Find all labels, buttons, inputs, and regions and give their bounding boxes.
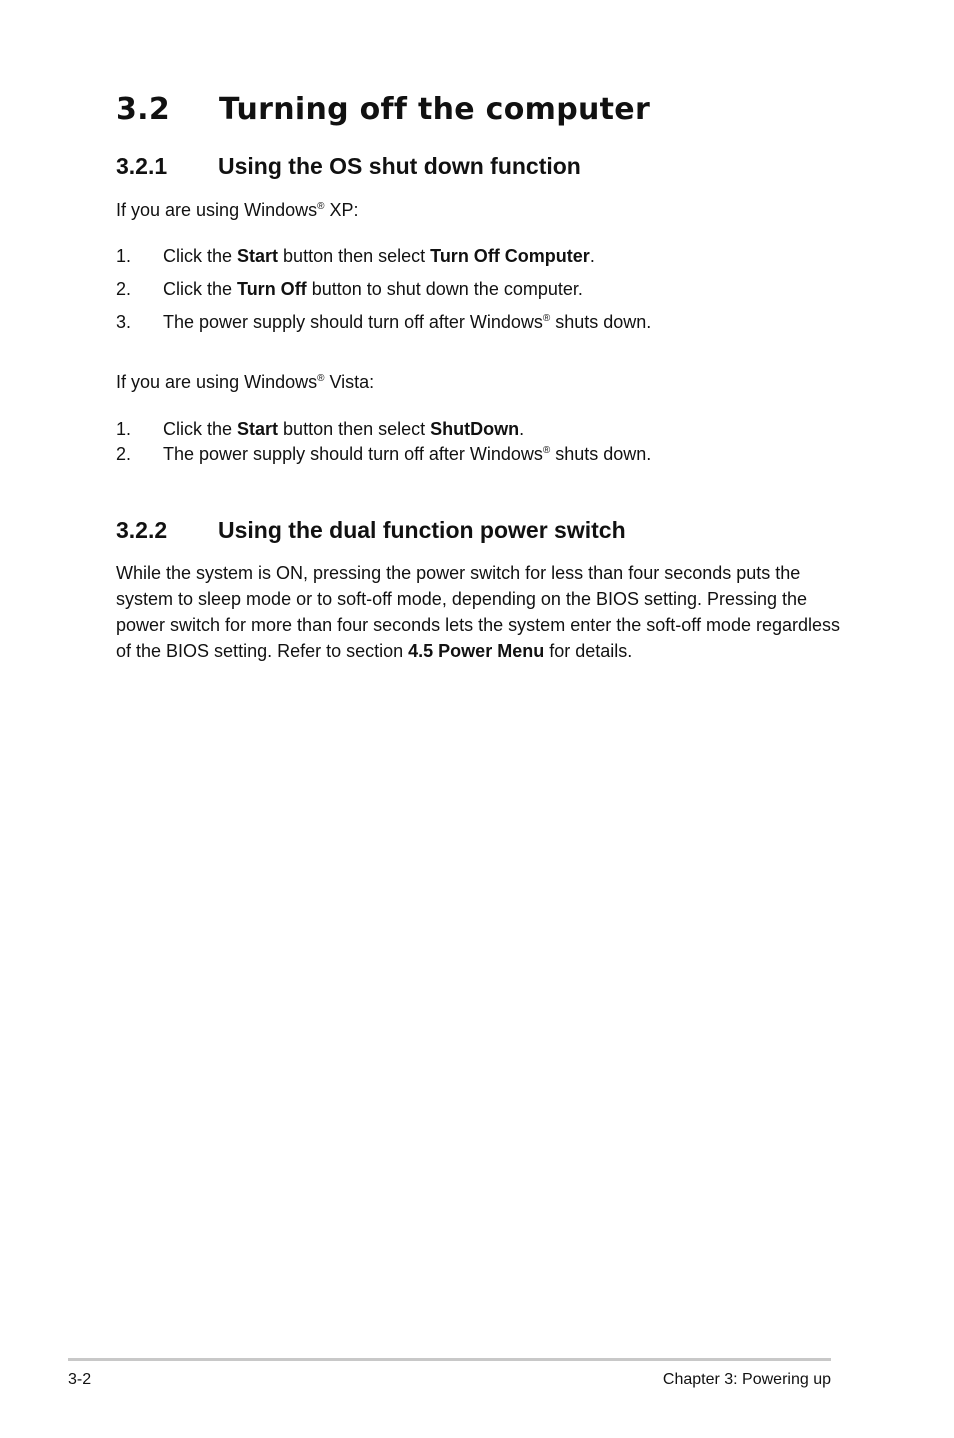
registered-mark: ® xyxy=(542,445,551,456)
section-number: 3.2 xyxy=(116,92,171,127)
vista-intro-os: Vista: xyxy=(324,372,375,392)
subsection-title: Using the OS shut down function xyxy=(218,153,581,179)
step-bold: Turn Off Computer xyxy=(430,246,590,266)
vista-intro-text: If you are using Windows xyxy=(116,372,318,392)
subsection-title: Using the dual function power switch xyxy=(218,517,626,543)
registered-mark: ® xyxy=(317,201,325,212)
section-title: Turning off the computer xyxy=(219,92,651,127)
step-text: Click the xyxy=(163,279,238,299)
step-bold: ShutDown xyxy=(430,419,520,439)
xp-intro-text: If you are using Windows xyxy=(116,200,318,220)
power-switch-paragraph xyxy=(116,560,841,664)
subsection-heading-3-2-2 xyxy=(116,516,626,544)
step-text: The power supply should turn off after Windows xyxy=(163,444,543,464)
subsection-number: 3.2.2 xyxy=(116,517,168,543)
section-reference: 4.5 Power Menu xyxy=(408,641,545,661)
xp-step-3 xyxy=(116,310,651,334)
step-text: button to shut down the computer. xyxy=(306,279,583,299)
page-number: 3-2 xyxy=(68,1371,92,1388)
xp-intro-os: XP: xyxy=(324,200,359,220)
step-text: The power supply should turn off after Windows xyxy=(163,312,543,332)
vista-step-1 xyxy=(116,417,524,441)
step-number: 2. xyxy=(116,444,132,464)
xp-step-1 xyxy=(116,244,595,268)
paragraph-text: for details. xyxy=(544,641,633,661)
step-bold: Start xyxy=(237,246,279,266)
step-number: 1. xyxy=(116,246,132,266)
step-number: 3. xyxy=(116,312,132,332)
step-text: shuts down. xyxy=(550,444,652,464)
subsection-number: 3.2.1 xyxy=(116,153,168,179)
vista-intro xyxy=(116,370,374,394)
paragraph-text: While the system is ON, pressing the power switch for less than four seconds puts the system to sleep mode or to soft-off mode, depending on the BIOS setting. Pressing the power switch for more than four seconds lets the system enter the soft-off mode regardless of the BIOS setting. Refer to section xyxy=(116,563,841,661)
chapter-title: Chapter 3: Powering up xyxy=(662,1371,831,1388)
registered-mark: ® xyxy=(317,373,325,384)
footer-rule xyxy=(68,1358,831,1361)
step-text: . xyxy=(519,419,525,439)
step-number: 1. xyxy=(116,419,132,439)
step-number: 2. xyxy=(116,279,132,299)
xp-step-2 xyxy=(116,277,583,301)
step-bold: Start xyxy=(237,419,279,439)
xp-intro xyxy=(116,198,358,222)
step-text: button then select xyxy=(278,419,431,439)
step-text: shuts down. xyxy=(550,312,652,332)
step-text: button then select xyxy=(278,246,431,266)
step-text: Click the xyxy=(163,419,238,439)
registered-mark: ® xyxy=(542,313,551,324)
subsection-heading-3-2-1 xyxy=(116,152,581,180)
step-text: . xyxy=(589,246,595,266)
step-bold: Turn Off xyxy=(237,279,307,299)
vista-step-2 xyxy=(116,442,651,466)
section-heading xyxy=(116,90,650,130)
step-text: Click the xyxy=(163,246,238,266)
